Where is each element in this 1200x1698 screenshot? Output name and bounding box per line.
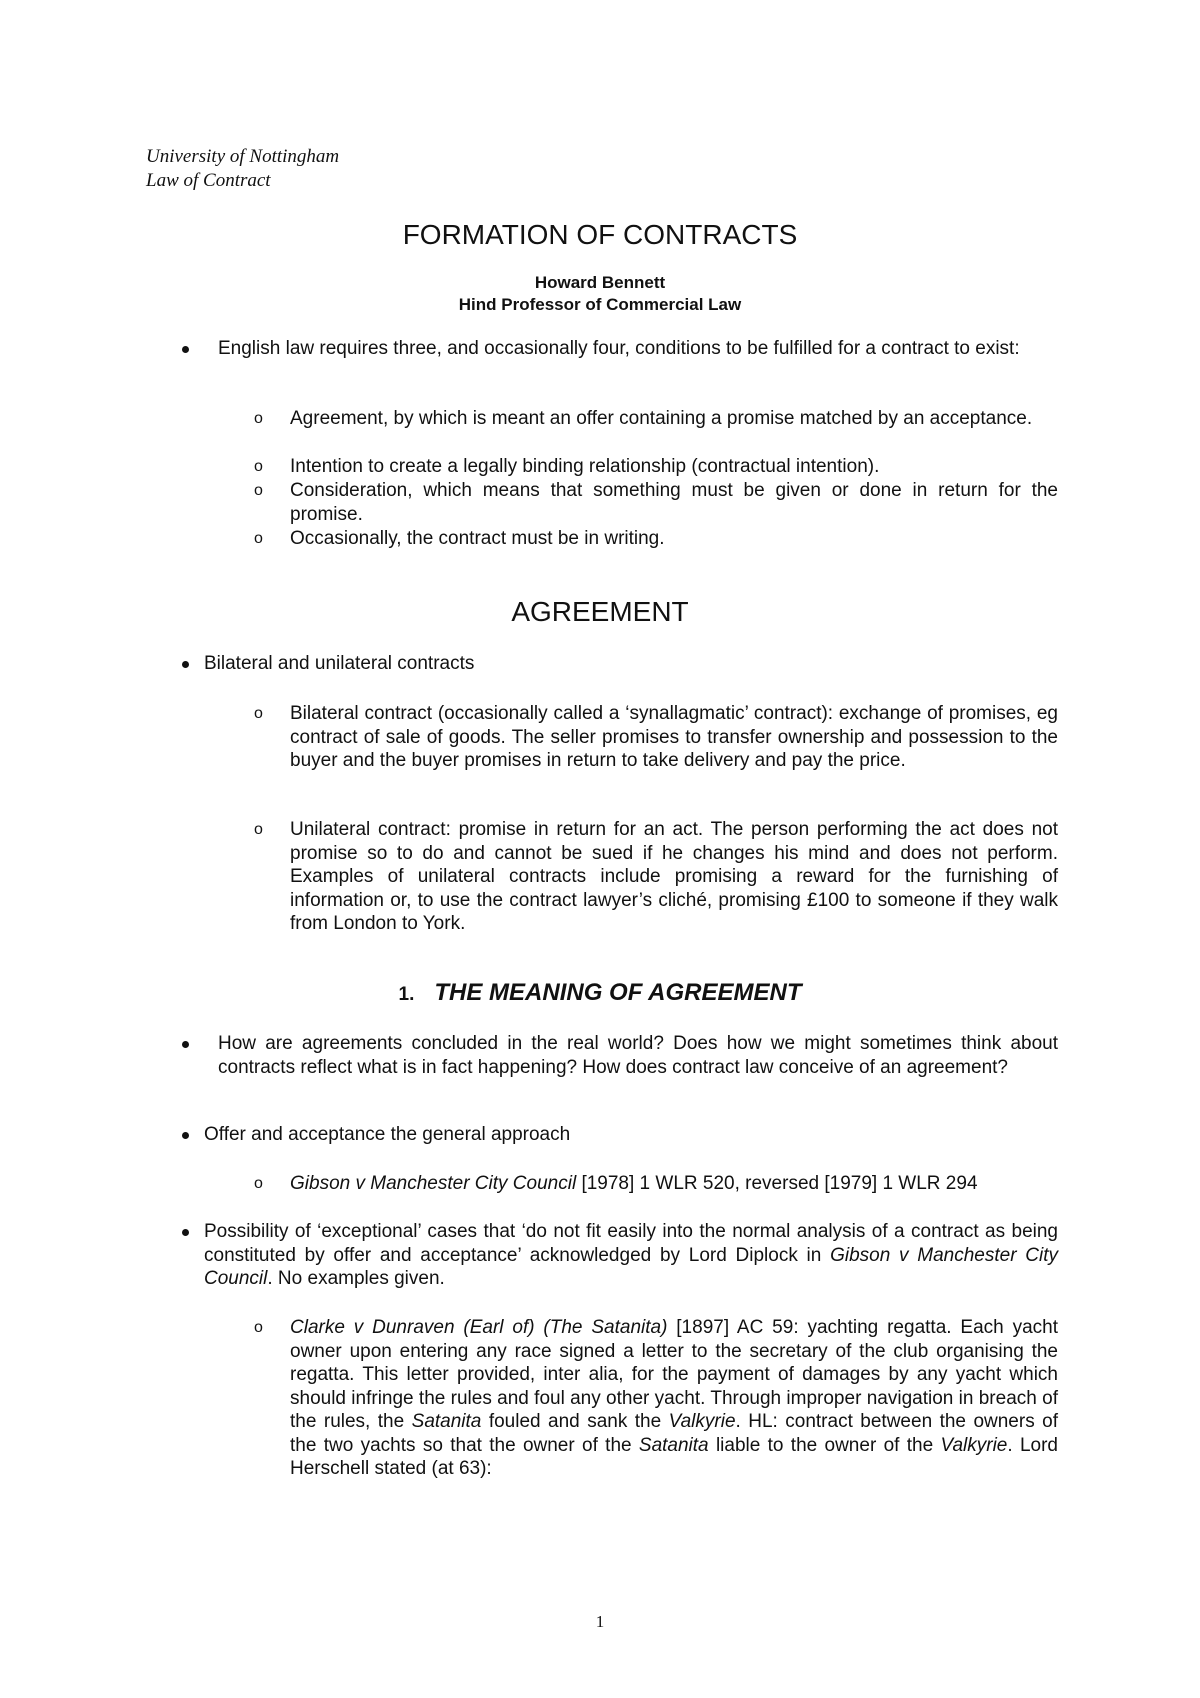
bullet-dot <box>182 1041 189 1048</box>
satanita-text: fouled and sank the <box>481 1411 669 1432</box>
header-course: Law of Contract <box>146 170 271 191</box>
satanita-text: liable to the owner of the <box>708 1434 941 1456</box>
document-title: FORMATION OF CONTRACTS <box>402 219 798 250</box>
satanita-text: . HL: contract between the owners of the two yachts so that the owner of the <box>290 1411 1058 1456</box>
questions-text: How are agreements concluded in the real world? Does how we might sometimes think about contracts reflect what is in fact happening? How does contract law conceive of an agreement? <box>218 1033 1058 1078</box>
bullet-dot <box>182 1229 189 1236</box>
bilateral-text: Bilateral contract (occasionally called a ‘synallagmatic’ contract): exchange of promises, eg contract of sale of goods. The seller promises to transfer ownership and possession to the buyer and the buyer promises in return to take delivery and pay the price. <box>290 703 1058 771</box>
sub-bullet-marker: o <box>254 482 263 499</box>
sub-bullet-marker: o <box>254 705 263 722</box>
intro-item <box>254 527 1058 551</box>
offer-bullet <box>204 1123 1058 1147</box>
exceptional-bullet <box>204 1220 1058 1291</box>
intro-lead: English law requires three, and occasionally four, conditions to be fulfilled for a contract to exist: <box>218 338 1020 359</box>
sub-bullet-marker: o <box>254 410 263 427</box>
bullet-dot <box>182 661 189 668</box>
agreement-bullet-text: Bilateral and unilateral contracts <box>204 653 475 674</box>
agreement-bullet <box>204 652 1058 676</box>
gibson-item <box>254 1172 1058 1196</box>
author-name: Howard Bennett <box>534 273 666 292</box>
offer-bullet-text: Offer and acceptance the general approach <box>204 1124 571 1145</box>
yacht-name: Valkyrie <box>940 1434 1008 1456</box>
sub-bullet-marker: o <box>254 1319 263 1336</box>
satanita-item <box>254 1316 1058 1481</box>
exceptional-text-end: . No examples given. <box>267 1268 445 1289</box>
sub-bullet-marker: o <box>254 458 263 475</box>
section-heading-agreement: AGREEMENT <box>511 596 689 627</box>
bilateral-item <box>254 702 1058 773</box>
unilateral-text: Unilateral contract: promise in return for an act. The person performing the act does not promise so to do and cannot be sued if he changes his mind and does not perform. Examples of unilateral contracts include promising a reward for the furnishing of information or, to use the contract lawyer’s cliché, promising £100 to someone if they walk from London to York. <box>290 819 1058 934</box>
header-university: University of Nottingham <box>146 146 340 167</box>
satanita-text: [1897] AC 59: yachting regatta. Each yacht owner upon entering any race signed a letter to the secretary of the club organising the regatta. This letter provided, inter alia, for the payment of damages by any yacht which should infringe the rules and foul any other yacht. Through improper navigation in breach of the rules, the <box>290 1317 1058 1432</box>
intro-item <box>254 479 1058 526</box>
bullet-dot <box>182 346 189 353</box>
intro-item <box>254 455 1058 479</box>
intro-item-text: Intention to create a legally binding relationship (contractual intention). <box>290 456 880 477</box>
case-name: Gibson v Manchester City Council <box>290 1173 577 1194</box>
case-citation: [1978] 1 WLR 520, reversed [1979] 1 WLR 294 <box>576 1173 978 1194</box>
sub-bullet-marker: o <box>254 821 263 838</box>
yacht-name: Valkyrie <box>668 1411 736 1432</box>
author-role: Hind Professor of Commercial Law <box>458 295 742 314</box>
intro-item <box>254 407 1058 431</box>
intro-item-text: Agreement, by which is meant an offer containing a promise matched by an acceptance. <box>290 408 1033 429</box>
intro-item-text: Occasionally, the contract must be in writing. <box>290 528 665 549</box>
page-number: 1 <box>595 1612 605 1631</box>
unilateral-item <box>254 818 1058 936</box>
bullet-dot <box>182 1132 189 1139</box>
case-name: Gibson v Manchester City Council <box>204 1244 1059 1289</box>
exceptional-text: Possibility of ‘exceptional’ cases that ‘do not fit easily into the normal analysis of a contract as being constituted by offer and acceptance’ acknowledged by Lord Diplock in <box>204 1221 1058 1266</box>
section-heading-meaning <box>0 978 1200 1010</box>
satanita-text: . Lord Herschell stated (at 63): <box>290 1434 1058 1479</box>
sub-bullet-marker: o <box>254 530 263 547</box>
sub-bullet-marker: o <box>254 1175 263 1192</box>
section-number: 1. <box>398 984 415 1005</box>
questions-bullet <box>218 1032 1058 1079</box>
yacht-name: Satanita <box>638 1434 709 1456</box>
case-name: Clarke v Dunraven (Earl of) (The Satanita) <box>290 1317 668 1338</box>
yacht-name: Satanita <box>411 1411 482 1432</box>
intro-item-text: Consideration, which means that something must be given or done in return for the promise. <box>290 480 1058 525</box>
section-title: THE MEANING OF AGREEMENT <box>434 979 802 1006</box>
intro-bullet <box>218 337 1058 361</box>
